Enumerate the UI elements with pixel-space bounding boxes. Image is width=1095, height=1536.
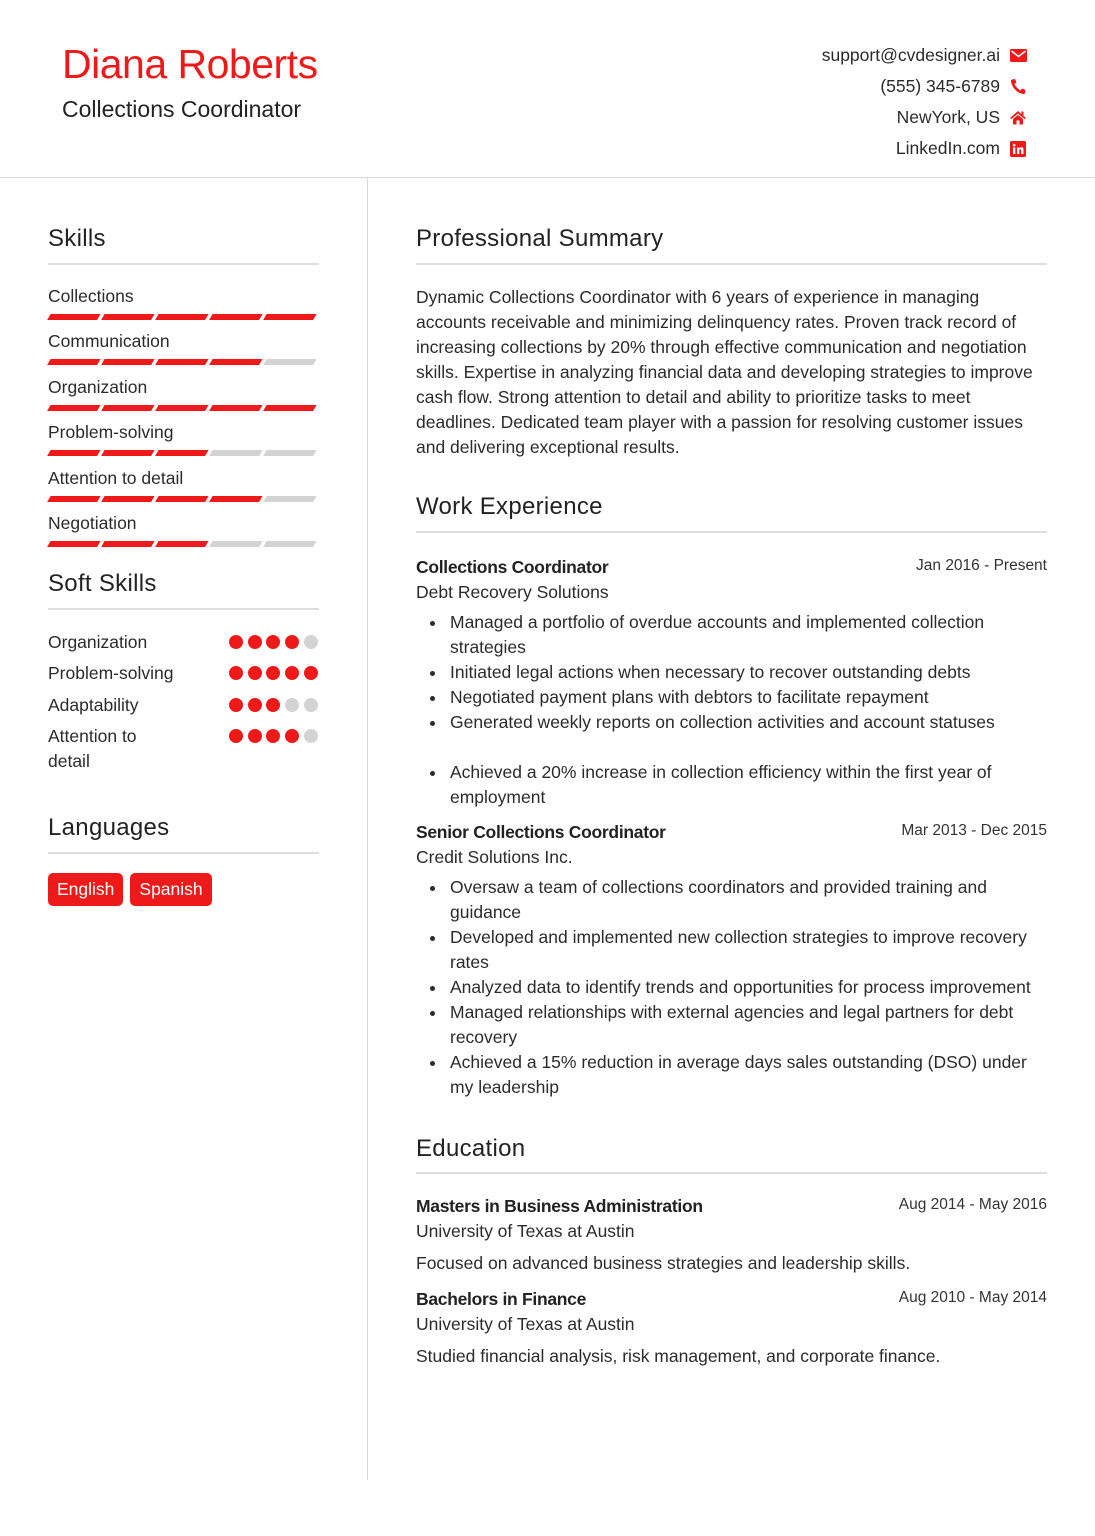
job-bullet: Generated weekly reports on collection activities and account statuses — [450, 710, 1047, 735]
phone-text: (555) 345-6789 — [880, 76, 1000, 96]
soft-skill-label: Adaptability — [48, 694, 139, 715]
education-entry — [416, 1194, 1047, 1276]
job-company: Debt Recovery Solutions — [416, 581, 609, 602]
soft-skill-label: Attention to detail — [48, 726, 137, 772]
languages-heading: Languages — [48, 814, 319, 854]
soft-skills-heading: Soft Skills — [48, 570, 319, 610]
skill-label: Communication — [48, 331, 170, 352]
language-badge: English — [48, 873, 123, 906]
soft-skill-item — [48, 693, 319, 725]
skill-rating-bars — [49, 541, 315, 547]
job-bullet: Managed a portfolio of overdue accounts and implemented collection strategies — [450, 610, 1047, 660]
contact-linkedin[interactable] — [822, 133, 1027, 164]
soft-skill-rating-dots — [229, 666, 318, 680]
job-title: Senior Collections Coordinator — [416, 821, 666, 842]
job-bullets — [416, 875, 1047, 1100]
soft-skill-rating-dots — [229, 635, 318, 649]
sidebar — [48, 225, 319, 906]
contact-phone[interactable] — [822, 71, 1027, 102]
skills-heading: Skills — [48, 225, 319, 265]
degree-title: Bachelors in Finance — [416, 1289, 587, 1310]
job-date: Jan 2016 - Present — [916, 556, 1047, 574]
job-bullet: Initiated legal actions when necessary to recover outstanding debts — [450, 660, 1047, 685]
job-company: Credit Solutions Inc. — [416, 846, 573, 867]
soft-skill-rating-dots — [229, 729, 318, 743]
job-bullet: Managed relationships with external agencies and legal partners for debt recovery — [450, 1000, 1047, 1050]
job-bullet: Achieved a 15% reduction in average days sales outstanding (DSO) under my leadership — [450, 1050, 1047, 1100]
soft-skill-label: Problem-solving — [48, 663, 174, 684]
skill-item — [48, 330, 319, 376]
skill-rating-bars — [49, 405, 315, 411]
skill-rating-bars — [49, 496, 315, 502]
candidate-title: Collections Coordinator — [62, 96, 302, 122]
skill-item — [48, 285, 319, 331]
education-date: Aug 2010 - May 2014 — [898, 1289, 1047, 1307]
skill-label: Problem-solving — [48, 422, 174, 443]
skill-rating-bars — [49, 314, 315, 320]
soft-skill-label: Organization — [48, 631, 148, 652]
skill-item — [48, 512, 319, 558]
soft-skill-item — [48, 630, 319, 662]
soft-skill-item — [48, 661, 319, 693]
skill-label: Attention to detail — [48, 467, 184, 488]
education-description: Studied financial analysis, risk management, and corporate finance. — [416, 1346, 941, 1367]
degree-title: Masters in Business Administration — [416, 1196, 703, 1217]
envelope-icon — [1009, 47, 1027, 65]
skill-item — [48, 421, 319, 467]
summary-text: Dynamic Collections Coordinator with 6 years of experience in managing accounts receivable and minimizing delinquency rates. Proven track record of increasing collections by 20% through effective communication and negotiation skills. Expertise in analyzing financial data and developing strategies to improve cash flow. Strong attention to detail and ability to prioritize tasks to meet deadlines. Dedicated team player with a passion for resolving customer issues and delivering exceptional results. — [416, 286, 1033, 457]
linkedin-text: LinkedIn.com — [895, 138, 1000, 158]
education-date: Aug 2014 - May 2016 — [898, 1196, 1047, 1214]
school-name: University of Texas at Austin — [416, 1314, 635, 1335]
skill-label: Negotiation — [48, 513, 137, 534]
location-text: NewYork, US — [896, 107, 1000, 127]
job-bullet: Developed and implemented new collection strategies to improve recovery rates — [450, 925, 1047, 975]
email-text: support@cvdesigner.ai — [821, 45, 1000, 65]
skill-item — [48, 467, 319, 513]
job-bullet: Analyzed data to identify trends and opportunities for process improvement — [450, 975, 1047, 1000]
home-icon — [1009, 109, 1027, 127]
skills-list — [48, 285, 319, 558]
job-entry — [416, 555, 1047, 810]
phone-icon — [1009, 78, 1027, 96]
candidate-name: Diana Roberts — [62, 41, 318, 87]
column-divider — [367, 178, 368, 1480]
linkedin-icon — [1009, 140, 1027, 158]
main-content — [416, 225, 1047, 1369]
resume-header — [0, 0, 1095, 178]
contact-location — [822, 102, 1027, 133]
contact-info — [822, 40, 1027, 164]
summary-heading: Professional Summary — [416, 225, 1047, 265]
work-experience-heading: Work Experience — [416, 493, 1047, 533]
soft-skill-item — [48, 724, 319, 774]
skill-label: Organization — [48, 376, 148, 397]
job-bullet: Oversaw a team of collections coordinators and provided training and guidance — [450, 875, 1047, 925]
skill-rating-bars — [49, 450, 315, 456]
job-title: Collections Coordinator — [416, 556, 609, 577]
language-badge: Spanish — [130, 873, 211, 906]
languages-list — [48, 873, 319, 906]
job-entry — [416, 820, 1047, 1100]
job-date: Mar 2013 - Dec 2015 — [901, 821, 1047, 839]
soft-skill-rating-dots — [229, 698, 318, 712]
job-bullet: Achieved a 20% increase in collection efficiency within the first year of employment — [450, 760, 1047, 810]
school-name: University of Texas at Austin — [416, 1221, 635, 1242]
skill-item — [48, 376, 319, 422]
soft-skills-list — [48, 630, 319, 775]
contact-email[interactable] — [822, 40, 1027, 71]
education-description: Focused on advanced business strategies and leadership skills. — [416, 1253, 911, 1274]
skill-rating-bars — [49, 359, 315, 365]
job-bullet: Negotiated payment plans with debtors to facilitate repayment — [450, 685, 1047, 710]
job-bullets — [416, 610, 1047, 810]
skill-label: Collections — [48, 285, 134, 306]
education-entry — [416, 1287, 1047, 1369]
education-heading: Education — [416, 1135, 1047, 1175]
